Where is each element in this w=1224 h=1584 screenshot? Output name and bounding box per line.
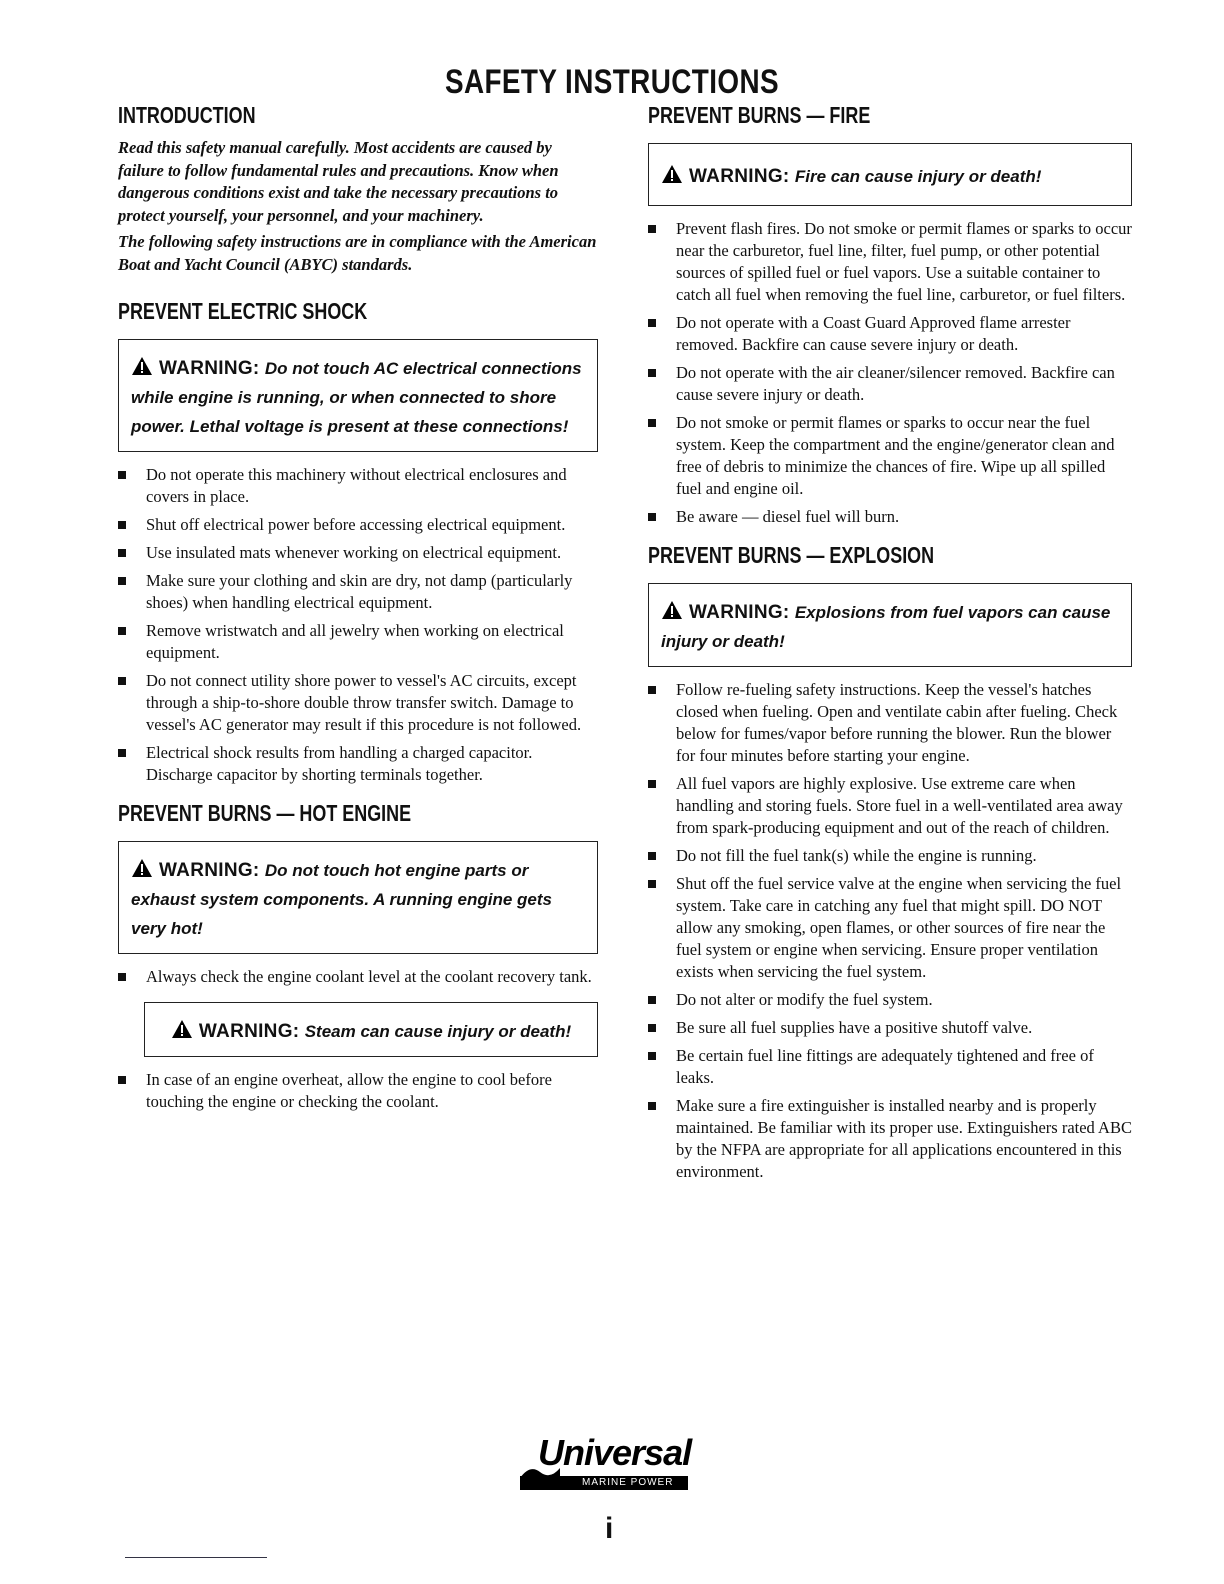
fire-heading: PREVENT BURNS — FIRE xyxy=(648,102,871,128)
introduction-heading: INTRODUCTION xyxy=(118,102,256,128)
electric-shock-list xyxy=(118,464,598,786)
list-item: Shut off the fuel service valve at the engine when servicing the fuel system. Take care in catching any fuel that might spill. DO NOT allow any smoking, open flames, or other sources of fire near the fuel system or engine when servicing. Ensure proper ventilation exists when servicing the fuel system. xyxy=(648,873,1132,983)
list-item: Do not operate this machinery without electrical enclosures and covers in place. xyxy=(118,464,598,508)
warning-triangle-icon xyxy=(131,356,153,376)
warning-text: Explosions from fuel vapors can cause injury or death! xyxy=(661,603,1111,651)
page-number: i xyxy=(605,1512,614,1545)
list-item: Make sure your clothing and skin are dry, not damp (particularly shoes) when handling electrical equipment. xyxy=(118,570,598,614)
hot-engine-heading: PREVENT BURNS — HOT ENGINE xyxy=(118,800,412,826)
list-item: Be aware — diesel fuel will burn. xyxy=(648,506,1132,528)
hot-engine-warning-box xyxy=(118,841,598,954)
abyc-compliance-paragraph: The following safety instructions are in compliance with the American Boat and Yacht Council (ABYC) standards. xyxy=(118,232,597,274)
explosion-warning-box xyxy=(648,583,1132,667)
list-item: Always check the engine coolant level at the coolant recovery tank. xyxy=(118,966,598,988)
footer-rule xyxy=(125,1557,267,1558)
warning-text: Steam can cause injury or death! xyxy=(304,1022,572,1041)
warning-triangle-icon xyxy=(661,164,683,184)
logo-wordmark: Universal xyxy=(538,1432,692,1473)
warning-text: Do not touch hot engine parts or exhaust system components. A running engine gets very hot! xyxy=(131,861,552,938)
hot-engine-list xyxy=(118,966,598,988)
fire-warning-box xyxy=(648,143,1132,206)
universal-logo xyxy=(520,1432,692,1494)
list-item: Do not operate with the air cleaner/silencer removed. Backfire can cause severe injury or death. xyxy=(648,362,1132,406)
list-item: Remove wristwatch and all jewelry when working on electrical equipment. xyxy=(118,620,598,664)
list-item: Do not fill the fuel tank(s) while the engine is running. xyxy=(648,845,1132,867)
warning-text: Do not touch AC electrical connections while engine is running, or when connected to shore power. Lethal voltage is present at these connections! xyxy=(131,359,582,436)
warning-label: WARNING: xyxy=(689,602,790,623)
list-item: Shut off electrical power before accessing electrical equipment. xyxy=(118,514,598,536)
overheat-list xyxy=(118,1069,598,1113)
list-item: Use insulated mats whenever working on electrical equipment. xyxy=(118,542,598,564)
introduction-paragraph: Read this safety manual carefully. Most accidents are caused by failure to follow fundamental rules and precautions. Know when dangerous conditions exist and take the necessary precautions to protect yourself, your personnel, and your machinery. xyxy=(118,138,559,225)
electric-shock-warning-box xyxy=(118,339,598,452)
list-item: Prevent flash fires. Do not smoke or permit flames or sparks to occur near the carburetor, fuel line, filter, fuel pump, or other potential sources of spilled fuel or fuel vapors. Use a suitable container to catch all fuel when removing the fuel line, carburetor, or fuel filters. xyxy=(648,218,1132,306)
warning-triangle-icon xyxy=(171,1019,193,1039)
list-item: Be certain fuel line fittings are adequately tightened and free of leaks. xyxy=(648,1045,1132,1089)
warning-text: Fire can cause injury or death! xyxy=(794,167,1042,186)
electric-shock-heading: PREVENT ELECTRIC SHOCK xyxy=(118,298,368,324)
logo-subtitle: MARINE POWER xyxy=(582,1477,674,1488)
explosion-list xyxy=(648,679,1132,1183)
list-item: Do not connect utility shore power to vessel's AC circuits, except through a ship-to-shore double throw transfer switch. Damage to vessel's AC generator may result if this procedure is not followed. xyxy=(118,670,598,736)
warning-label: WARNING: xyxy=(159,860,260,881)
warning-label: WARNING: xyxy=(689,166,790,187)
list-item: Make sure a fire extinguisher is installed nearby and is properly maintained. Be familiar with its proper use. Extinguishers rated ABC by the NFPA are appropriate for all applications encountered in this environment. xyxy=(648,1095,1132,1183)
warning-label: WARNING: xyxy=(198,1021,300,1042)
warning-triangle-icon xyxy=(131,858,153,878)
right-column xyxy=(648,102,1132,1197)
list-item: Follow re-fueling safety instructions. Keep the vessel's hatches closed when fueling. Open and ventilate cabin after fueling. Check below for fumes/vapor before running the blower. Run the blower for four minutes before starting your engine. xyxy=(648,679,1132,767)
explosion-heading: PREVENT BURNS — EXPLOSION xyxy=(648,542,935,568)
left-column xyxy=(118,102,598,1127)
list-item: Electrical shock results from handling a charged capacitor. Discharge capacitor by shorting terminals together. xyxy=(118,742,598,786)
list-item: Do not alter or modify the fuel system. xyxy=(648,989,1132,1011)
page-title: SAFETY INSTRUCTIONS xyxy=(444,62,780,101)
warning-label: WARNING: xyxy=(159,358,260,379)
list-item: In case of an engine overheat, allow the engine to cool before touching the engine or checking the coolant. xyxy=(118,1069,598,1113)
steam-warning-box xyxy=(144,1002,598,1057)
fire-list xyxy=(648,218,1132,528)
list-item: Do not smoke or permit flames or sparks to occur near the fuel system. Keep the compartment and the engine/generator clean and free of debris to minimize the chances of fire. Wipe up all spilled fuel and engine oil. xyxy=(648,412,1132,500)
list-item: Be sure all fuel supplies have a positive shutoff valve. xyxy=(648,1017,1132,1039)
list-item: All fuel vapors are highly explosive. Use extreme care when handling and storing fuels. Store fuel in a well-ventilated area away from spark-producing equipment and out of the reach of children. xyxy=(648,773,1132,839)
list-item: Do not operate with a Coast Guard Approved flame arrester removed. Backfire can cause severe injury or death. xyxy=(648,312,1132,356)
warning-triangle-icon xyxy=(661,600,683,620)
